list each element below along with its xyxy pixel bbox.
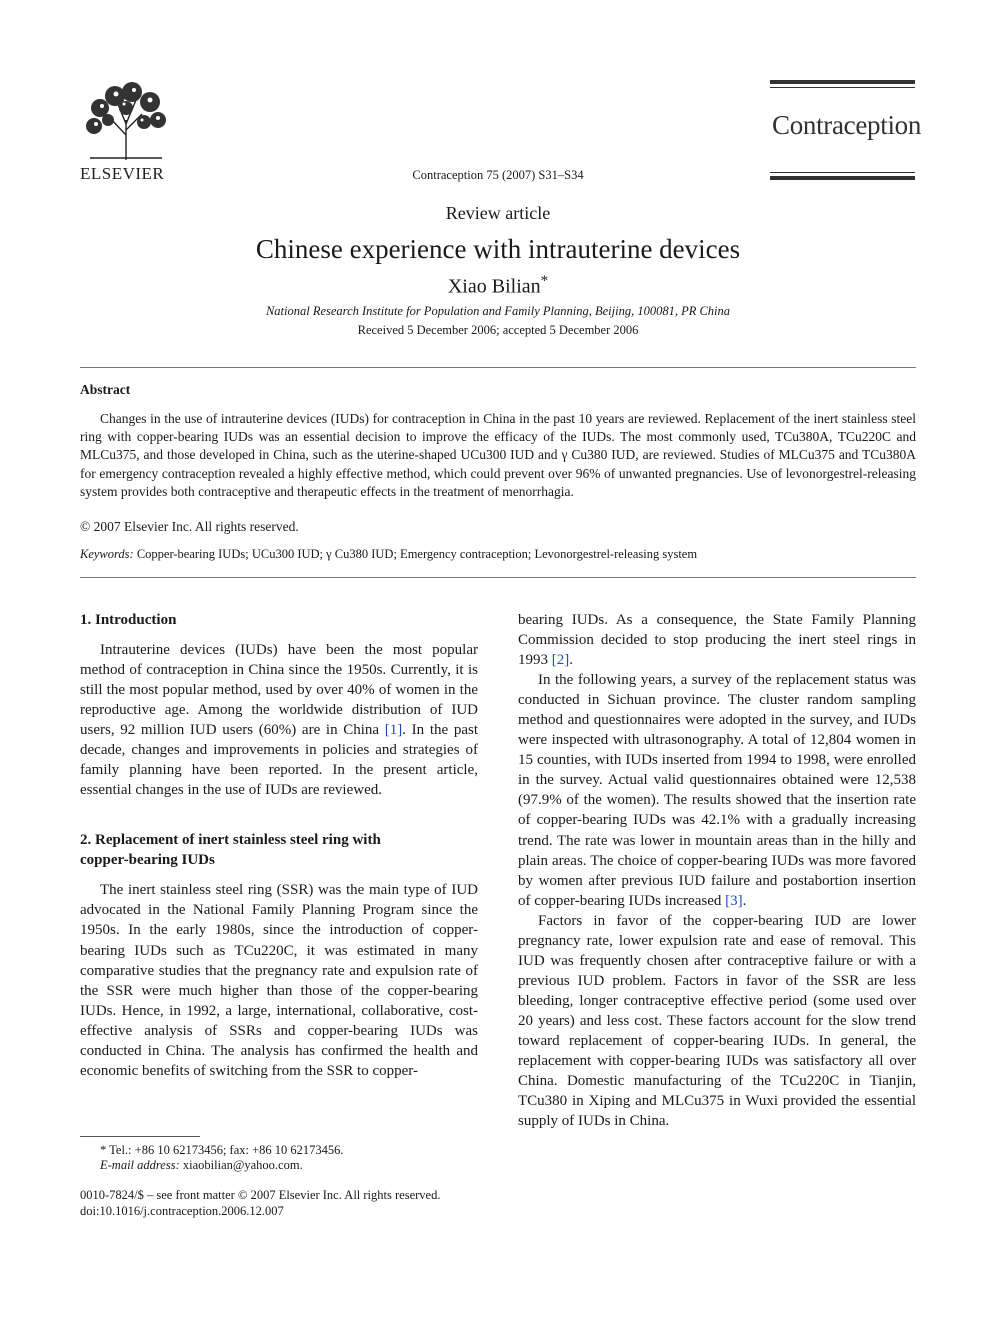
author-name — [0, 273, 990, 299]
publisher-name: ELSEVIER — [80, 164, 165, 183]
article-title: Chinese experience with intrauterine devices — [255, 234, 741, 264]
abstract-copyright: © 2007 Elsevier Inc. All rights reserved. — [80, 519, 299, 534]
section-1-text-a: Intrauterine devices (IUDs) have been the most popular method of contraception in China since the 1950s. Currently, it is still the most popular method, used by over 40% of women in the reproductive age. Among the worldwide distribution of IUD users, 92 million IUD users (60%) are in China — [80, 642, 478, 739]
author-affiliation: National Research Institute for Population and Family Planning, Beijing, 100081, PR China — [265, 304, 731, 318]
front-matter-issn: 0010-7824/$ – see front matter © 2007 Elsevier Inc. All rights reserved. — [80, 1188, 441, 1202]
masthead-rule-top — [770, 80, 915, 84]
section-2-continuation — [518, 610, 916, 670]
section-2-heading-line-2: copper-bearing IUDs — [80, 852, 215, 869]
email-label: E-mail address: — [100, 1158, 180, 1172]
author-footnote-mark: * — [540, 273, 549, 289]
section-1-text-b: . In the past decade, changes and improvements in policies and strategies of family planning have been reported. In the present article, essential changes in the use of IUDs are reviewed. — [80, 722, 478, 799]
section-1-heading: 1. Introduction — [80, 612, 177, 628]
factors-paragraph: Factors in favor of the copper-bearing IUD are lower pregnancy rate, lower expulsion rate and ease of removal. This IUD was frequently chosen after contraceptive failure or with a previous IUD problem. Factors in favor of the SSR are less bleeding, longer contraceptive effective period (some used over 20 years) and less cost. These factors account for the slow trend toward replacement of copper-bearing IUDs. In general, the replacement with copper-bearing IUDs was satisfactory all over China. Domestic manufacturing of the TCu220C in Tianjin, TCu380 in Xiping and MLCu375 in Wuxi provided the essential supply of IUDs in China. — [518, 912, 916, 1130]
reference-link-2[interactable]: [2] — [551, 652, 570, 669]
section-1-paragraph — [80, 640, 478, 800]
footnote-email-line — [100, 1158, 303, 1173]
survey-text-a: In the following years, a survey of the replacement status was conducted in Sichuan province. The cluster random sampling method and questionnaires were adopted in the survey, and IUDs were inspected with ultrasonography. A total of 12,804 women in 15 counties, with IUDs inserted from 1994 to 1998, were enrolled in the survey. Actual valid questionnaires obtained were 12,538 (97.9% of the women). The results showed that the insertion rate of copper-bearing IUDs was 42.1% with a gradually increasing trend. The rate was lower in mountain areas than in the hilly and plain areas. The choice of copper-bearing IUDs was more favored by women after previous IUD failure and postabortion insertion of copper-bearing IUDs increased — [518, 672, 916, 909]
continuation-text-b: . — [569, 652, 573, 669]
continuation-text-a: bearing IUDs. As a consequence, the State Family Planning Commission decided to stop producing the inert steel rings in 1993 — [518, 612, 916, 669]
article-type: Review article — [445, 203, 551, 223]
section-2-heading — [80, 830, 478, 870]
reference-link-3[interactable]: [3] — [725, 892, 743, 909]
keywords-list: Copper-bearing IUDs; UCu300 IUD; γ Cu380 IUD; Emergency contraception; Levonorgestrel-releasing system — [136, 547, 698, 561]
masthead-rule-top-thin — [770, 87, 915, 88]
section-2-paragraph: The inert stainless steel ring (SSR) was the main type of IUD advocated in the National Family Planning Program since the 1950s. In the early 1980s, since the introduction of copper-bearing IUDs such as TCu220C, it was estimated in many comparative studies that the pregnancy rate and expulsion rate of the SSR were much higher than those of the copper-bearing IUDs. Hence, in 1992, a large, international, collaborative, cost-effective analysis of SSRs and copper-bearing IUDs was conducted in China. The analysis has confirmed the health and economic benefits of switching from the SSR to copper- — [80, 882, 478, 1079]
keywords-line — [80, 547, 697, 562]
footnote-contact: * Tel.: +86 10 62173456; fax: +86 10 62173456. — [100, 1143, 344, 1157]
abstract-rule-top — [80, 367, 916, 368]
abstract-heading: Abstract — [80, 382, 131, 397]
received-dates: Received 5 December 2006; accepted 5 December 2006 — [357, 323, 639, 337]
abstract-text: Changes in the use of intrauterine devices (IUDs) for contraception in China in the past 10 years are reviewed. Replacement of the inert stainless steel ring with copper-bearing IUDs was an essential decision to improve the efficacy of the IUDs. The most commonly used, TCu380A, TCu220C and MLCu375, and those developed in China, such as the uterine-shaped UCu300 IUD and γ Cu380 IUD, are reviewed. Studies of MLCu375 and TCu380A for emergency contraception revealed a highly effective method, which could prevent over 96% of unwanted pregnancies. Use of levonorgestrel-releasing system provides both contraceptive and therapeutic effects in the treatment of menorrhagia. — [80, 411, 916, 499]
left-column — [80, 610, 478, 1081]
author-name-text: Xiao Bilian — [447, 275, 541, 298]
front-matter-doi[interactable]: doi:10.1016/j.contraception.2006.12.007 — [80, 1204, 284, 1218]
footnote-rule — [80, 1136, 200, 1137]
keywords-label: Keywords: — [80, 547, 134, 561]
reference-link-1[interactable]: [1] — [384, 722, 403, 739]
abstract-rule-bottom — [80, 577, 916, 578]
section-2-heading-line-1: 2. Replacement of inert stainless steel ring with — [80, 832, 381, 849]
right-column — [518, 610, 916, 1131]
survey-paragraph — [518, 670, 916, 911]
email-address[interactable]: xiaobilian@yahoo.com. — [182, 1158, 303, 1172]
survey-text-b: . — [742, 892, 747, 909]
journal-citation: Contraception 75 (2007) S31–S34 — [412, 168, 584, 182]
journal-name: Contraception — [772, 110, 922, 140]
